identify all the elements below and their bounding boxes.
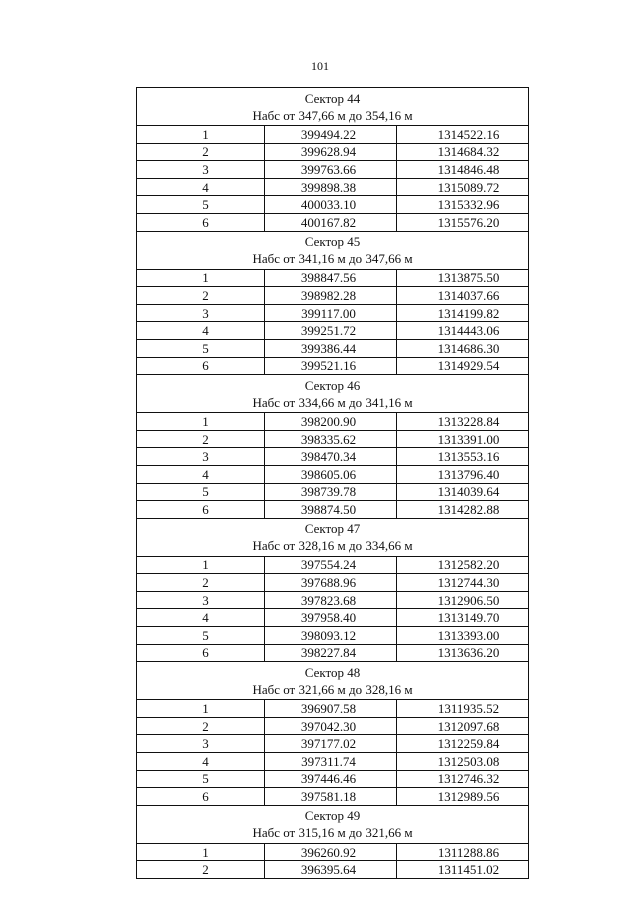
- y-coordinate-cell: 1311935.52: [397, 700, 529, 718]
- point-number-cell: 5: [137, 483, 265, 501]
- y-coordinate-cell: 1311451.02: [397, 861, 529, 879]
- x-coordinate-cell: 398200.90: [265, 413, 397, 431]
- x-coordinate-cell: 399898.38: [265, 178, 397, 196]
- y-coordinate-cell: 1312989.56: [397, 788, 529, 806]
- y-coordinate-cell: 1315576.20: [397, 213, 529, 231]
- table-row: [137, 143, 529, 161]
- sector-header: [137, 375, 529, 413]
- table-row: [137, 465, 529, 483]
- table-row: [137, 644, 529, 662]
- sector-title: Сектор 44: [304, 90, 361, 106]
- point-number-cell: 2: [137, 717, 265, 735]
- sector-title: Сектор 46: [304, 377, 361, 393]
- x-coordinate-cell: 396260.92: [265, 843, 397, 861]
- point-number-cell: 3: [137, 591, 265, 609]
- sector-title: Сектор 48: [304, 664, 361, 680]
- x-coordinate-cell: 398605.06: [265, 465, 397, 483]
- point-number-cell: 1: [137, 700, 265, 718]
- table-row: [137, 861, 529, 879]
- table-row: [137, 843, 529, 861]
- point-number-cell: 1: [137, 556, 265, 574]
- table-row: [137, 788, 529, 806]
- point-number-cell: 3: [137, 735, 265, 753]
- x-coordinate-cell: 397042.30: [265, 717, 397, 735]
- y-coordinate-cell: 1311288.86: [397, 843, 529, 861]
- point-number-cell: 2: [137, 861, 265, 879]
- x-coordinate-cell: 398335.62: [265, 430, 397, 448]
- y-coordinate-cell: 1312582.20: [397, 556, 529, 574]
- table-row: [137, 591, 529, 609]
- table-row: [137, 574, 529, 592]
- table-row: [137, 609, 529, 627]
- point-number-cell: 1: [137, 126, 265, 144]
- y-coordinate-cell: 1314199.82: [397, 304, 529, 322]
- point-number-cell: 2: [137, 287, 265, 305]
- point-number-cell: 2: [137, 574, 265, 592]
- x-coordinate-cell: 400167.82: [265, 213, 397, 231]
- sector-header: [137, 518, 529, 556]
- sector-range: Набс от 341,16 м до 347,66 м: [252, 251, 413, 267]
- sector-header-row: [137, 88, 529, 126]
- point-number-cell: 2: [137, 430, 265, 448]
- y-coordinate-cell: 1314846.48: [397, 161, 529, 179]
- point-number-cell: 6: [137, 357, 265, 375]
- point-number-cell: 4: [137, 609, 265, 627]
- sector-title: Сектор 45: [304, 234, 361, 250]
- point-number-cell: 3: [137, 304, 265, 322]
- table-row: [137, 717, 529, 735]
- table-row: [137, 126, 529, 144]
- point-number-cell: 1: [137, 413, 265, 431]
- point-number-cell: 4: [137, 465, 265, 483]
- sector-range: Набс от 328,16 м до 334,66 м: [252, 538, 413, 554]
- table-row: [137, 735, 529, 753]
- table-row: [137, 700, 529, 718]
- x-coordinate-cell: 399521.16: [265, 357, 397, 375]
- y-coordinate-cell: 1314684.32: [397, 143, 529, 161]
- point-number-cell: 5: [137, 770, 265, 788]
- sector-header-row: [137, 662, 529, 700]
- point-number-cell: 5: [137, 196, 265, 214]
- point-number-cell: 6: [137, 213, 265, 231]
- sector-header: [137, 662, 529, 700]
- x-coordinate-cell: 398470.34: [265, 448, 397, 466]
- x-coordinate-cell: 399628.94: [265, 143, 397, 161]
- x-coordinate-cell: 397554.24: [265, 556, 397, 574]
- sector-header: [137, 805, 529, 843]
- y-coordinate-cell: 1313636.20: [397, 644, 529, 662]
- point-number-cell: 5: [137, 339, 265, 357]
- x-coordinate-cell: 399763.66: [265, 161, 397, 179]
- point-number-cell: 4: [137, 322, 265, 340]
- y-coordinate-cell: 1313875.50: [397, 269, 529, 287]
- coordinates-table-body: [137, 88, 529, 879]
- x-coordinate-cell: 397177.02: [265, 735, 397, 753]
- coordinates-table: [136, 87, 529, 879]
- y-coordinate-cell: 1313391.00: [397, 430, 529, 448]
- y-coordinate-cell: 1312503.08: [397, 753, 529, 771]
- y-coordinate-cell: 1313228.84: [397, 413, 529, 431]
- y-coordinate-cell: 1314929.54: [397, 357, 529, 375]
- x-coordinate-cell: 398739.78: [265, 483, 397, 501]
- table-row: [137, 357, 529, 375]
- table-row: [137, 413, 529, 431]
- table-row: [137, 448, 529, 466]
- point-number-cell: 3: [137, 161, 265, 179]
- sector-range: Набс от 321,66 м до 328,16 м: [252, 681, 413, 697]
- sector-range: Набс от 315,16 м до 321,66 м: [252, 825, 413, 841]
- table-row: [137, 213, 529, 231]
- point-number-cell: 4: [137, 178, 265, 196]
- table-row: [137, 770, 529, 788]
- x-coordinate-cell: 399251.72: [265, 322, 397, 340]
- sector-title: Сектор 47: [304, 521, 361, 537]
- y-coordinate-cell: 1315089.72: [397, 178, 529, 196]
- page-number: 101: [311, 59, 329, 73]
- point-number-cell: 1: [137, 269, 265, 287]
- sector-range: Набс от 334,66 м до 341,16 м: [252, 394, 413, 410]
- x-coordinate-cell: 399117.00: [265, 304, 397, 322]
- sector-header: [137, 231, 529, 269]
- y-coordinate-cell: 1314443.06: [397, 322, 529, 340]
- table-row: [137, 178, 529, 196]
- sector-header-row: [137, 805, 529, 843]
- y-coordinate-cell: 1312744.30: [397, 574, 529, 592]
- table-row: [137, 339, 529, 357]
- x-coordinate-cell: 397446.46: [265, 770, 397, 788]
- x-coordinate-cell: 399386.44: [265, 339, 397, 357]
- table-row: [137, 753, 529, 771]
- y-coordinate-cell: 1314037.66: [397, 287, 529, 305]
- y-coordinate-cell: 1314522.16: [397, 126, 529, 144]
- y-coordinate-cell: 1312259.84: [397, 735, 529, 753]
- point-number-cell: 1: [137, 843, 265, 861]
- sector-header-row: [137, 231, 529, 269]
- y-coordinate-cell: 1312746.32: [397, 770, 529, 788]
- x-coordinate-cell: 396395.64: [265, 861, 397, 879]
- x-coordinate-cell: 398874.50: [265, 501, 397, 519]
- y-coordinate-cell: 1312097.68: [397, 717, 529, 735]
- sector-range: Набс от 347,66 м до 354,16 м: [252, 107, 413, 123]
- x-coordinate-cell: 398982.28: [265, 287, 397, 305]
- y-coordinate-cell: 1314282.88: [397, 501, 529, 519]
- x-coordinate-cell: 398847.56: [265, 269, 397, 287]
- point-number-cell: 2: [137, 143, 265, 161]
- x-coordinate-cell: 398093.12: [265, 627, 397, 645]
- x-coordinate-cell: 400033.10: [265, 196, 397, 214]
- point-number-cell: 5: [137, 627, 265, 645]
- table-row: [137, 483, 529, 501]
- x-coordinate-cell: 397823.68: [265, 591, 397, 609]
- point-number-cell: 6: [137, 644, 265, 662]
- x-coordinate-cell: 398227.84: [265, 644, 397, 662]
- table-row: [137, 430, 529, 448]
- point-number-cell: 4: [137, 753, 265, 771]
- y-coordinate-cell: 1313393.00: [397, 627, 529, 645]
- table-row: [137, 501, 529, 519]
- sector-header-row: [137, 375, 529, 413]
- sector-header-row: [137, 518, 529, 556]
- table-row: [137, 556, 529, 574]
- table-row: [137, 161, 529, 179]
- sector-header: [137, 88, 529, 126]
- y-coordinate-cell: 1313553.16: [397, 448, 529, 466]
- table-row: [137, 322, 529, 340]
- x-coordinate-cell: 396907.58: [265, 700, 397, 718]
- y-coordinate-cell: 1314686.30: [397, 339, 529, 357]
- table-row: [137, 269, 529, 287]
- y-coordinate-cell: 1313149.70: [397, 609, 529, 627]
- y-coordinate-cell: 1314039.64: [397, 483, 529, 501]
- x-coordinate-cell: 399494.22: [265, 126, 397, 144]
- table-row: [137, 287, 529, 305]
- y-coordinate-cell: 1315332.96: [397, 196, 529, 214]
- point-number-cell: 3: [137, 448, 265, 466]
- table-row: [137, 196, 529, 214]
- table-row: [137, 304, 529, 322]
- y-coordinate-cell: 1312906.50: [397, 591, 529, 609]
- table-row: [137, 627, 529, 645]
- sector-title: Сектор 49: [304, 808, 361, 824]
- point-number-cell: 6: [137, 501, 265, 519]
- x-coordinate-cell: 397958.40: [265, 609, 397, 627]
- x-coordinate-cell: 397688.96: [265, 574, 397, 592]
- y-coordinate-cell: 1313796.40: [397, 465, 529, 483]
- x-coordinate-cell: 397311.74: [265, 753, 397, 771]
- point-number-cell: 6: [137, 788, 265, 806]
- x-coordinate-cell: 397581.18: [265, 788, 397, 806]
